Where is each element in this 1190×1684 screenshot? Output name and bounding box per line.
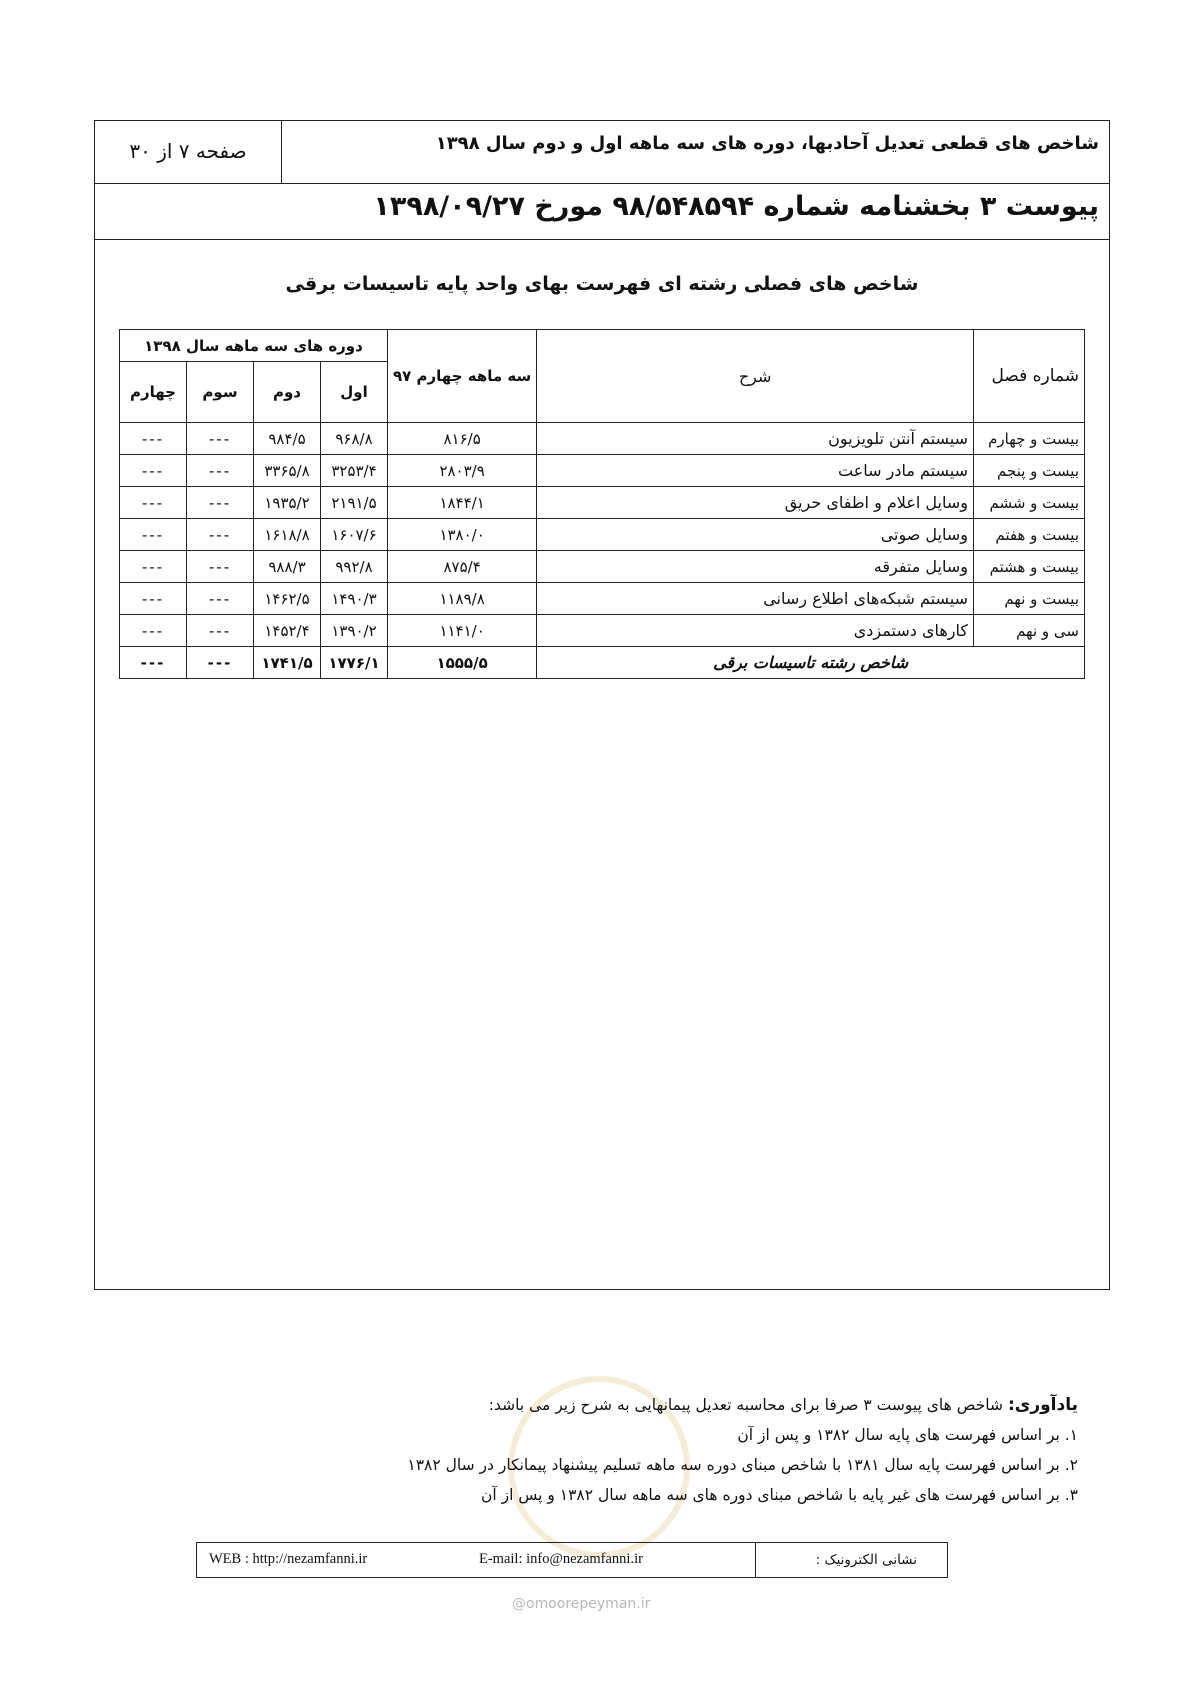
total-description: شاخص رشته تاسیسات برقی [537,647,1085,679]
cell-q4: --- [120,551,187,583]
cell-q2: ۱۶۱۸/۸ [254,519,321,551]
header-q4: چهارم [120,362,187,423]
cell-q3: --- [187,519,254,551]
total-q2: ۱۷۴۱/۵ [254,647,321,679]
cell-q2: ۹۸۸/۳ [254,551,321,583]
at-icon: @ [512,1596,526,1612]
cell-q4-97: ۱۱۸۹/۸ [388,583,537,615]
contact-label: نشانی الکترونیک : [755,1543,947,1577]
cell-chapter: بیست و هشتم [974,551,1085,583]
cell-q1: ۲۱۹۱/۵ [321,487,388,519]
cell-description: وسایل صوتی [537,519,974,551]
cell-q4-97: ۲۸۰۳/۹ [388,455,537,487]
notes-intro: شاخص های پیوست ۳ صرفا برای محاسبه تعدیل پیمانهایی به شرح زیر می باشد: [488,1396,1003,1414]
cell-q3: --- [187,423,254,455]
header-q3: سوم [187,362,254,423]
cell-q4: --- [120,615,187,647]
notes-item: ۳. بر اساس فهرست های غیر پایه با شاخص مبنای دوره های سه ماهه سال ۱۳۸۲ و پس از آن [481,1486,1078,1504]
cell-q4-97: ۱۳۸۰/۰ [388,519,537,551]
cell-q1: ۹۹۲/۸ [321,551,388,583]
table-row [120,487,1085,519]
attachment-row [95,183,1109,240]
header-q2: دوم [254,362,321,423]
header-row [95,121,1109,184]
index-table [119,329,1085,679]
table-row [120,423,1085,455]
header-chapter: شماره فصل [974,330,1085,423]
cell-q4-97: ۱۸۴۴/۱ [388,487,537,519]
total-q3: --- [187,647,254,679]
cell-description: کارهای دستمزدی [537,615,974,647]
notes-item: ۱. بر اساس فهرست های پایه سال ۱۳۸۲ و پس از آن [737,1426,1078,1444]
notes-item: ۲. بر اساس فهرست پایه سال ۱۳۸۱ با شاخص مبنای دوره سه ماهه تسلیم پیشنهاد پیمانکار در سال ۱۳۸۲ [407,1456,1078,1474]
cell-description: وسایل متفرقه [537,551,974,583]
cell-description: وسایل اعلام و اطفای حریق [537,487,974,519]
cell-q1: ۱۶۰۷/۶ [321,519,388,551]
contact-email[interactable]: E-mail: info@nezamfanni.ir [479,1551,643,1567]
notes-intro-line [98,1390,1078,1420]
cell-q4: --- [120,519,187,551]
cell-q3: --- [187,455,254,487]
header-q1: اول [321,362,388,423]
cell-q1: ۱۳۹۰/۲ [321,615,388,647]
cell-q4: --- [120,583,187,615]
cell-description: سیستم شبکه‌های اطلاع رسانی [537,583,974,615]
cell-q3: --- [187,551,254,583]
cell-q4-97: ۱۱۴۱/۰ [388,615,537,647]
cell-description: سیستم مادر ساعت [537,455,974,487]
cell-q1: ۱۴۹۰/۳ [321,583,388,615]
cell-q2: ۱۹۳۵/۲ [254,487,321,519]
cell-q3: --- [187,615,254,647]
cell-q4: --- [120,487,187,519]
header-q4-97: سه ماهه چهارم ۹۷ [388,330,537,423]
attachment-heading: پیوست ۳ بخشنامه شماره ۹۸/۵۴۸۵۹۴ مورخ ۱۳۹۸/۰۹/۲۷ [373,191,1099,222]
contact-web[interactable]: WEB : http://nezamfanni.ir [209,1551,368,1567]
header-description: شرح [537,330,974,423]
cell-chapter: بیست و نهم [974,583,1085,615]
cell-chapter: بیست و هفتم [974,519,1085,551]
cell-chapter: سی و نهم [974,615,1085,647]
cell-q4: --- [120,455,187,487]
cell-chapter: بیست و ششم [974,487,1085,519]
table-row [120,583,1085,615]
document-title: شاخص های قطعی تعدیل آحادبها، دوره های سه ماهه اول و دوم سال ۱۳۹۸ [435,133,1099,154]
table-total-row [120,647,1085,679]
total-q4: --- [120,647,187,679]
contact-box [196,1542,948,1578]
total-q4-97: ۱۵۵۵/۵ [388,647,537,679]
cell-q2: ۳۳۶۵/۸ [254,455,321,487]
cell-chapter: بیست و پنجم [974,455,1085,487]
cell-chapter: بیست و چهارم [974,423,1085,455]
cell-q1: ۹۶۸/۸ [321,423,388,455]
cell-q3: --- [187,487,254,519]
document-frame [94,120,1110,1290]
cell-q2: ۱۴۵۲/۴ [254,615,321,647]
cell-q3: --- [187,583,254,615]
table-row [120,615,1085,647]
cell-q2: ۱۴۶۲/۵ [254,583,321,615]
table-row [120,455,1085,487]
watermark-text: omoorepeyman.ir [526,1596,651,1612]
table-row [120,519,1085,551]
cell-q1: ۳۲۵۳/۴ [321,455,388,487]
page-number: صفحه ۷ از ۳۰ [95,121,282,183]
header-periods-1398: دوره های سه ماهه سال ۱۳۹۸ [120,330,388,362]
site-watermark [512,1596,650,1612]
cell-description: سیستم آنتن تلویزیون [537,423,974,455]
table-row [120,551,1085,583]
table-caption: شاخص های فصلی رشته ای فهرست بهای واحد پایه تاسیسات برقی [285,273,919,295]
notes-lead: یادآوری: [1007,1395,1078,1415]
cell-q4: --- [120,423,187,455]
cell-q4-97: ۸۱۶/۵ [388,423,537,455]
notes-section [98,1390,1078,1510]
cell-q2: ۹۸۴/۵ [254,423,321,455]
total-q1: ۱۷۷۶/۱ [321,647,388,679]
cell-q4-97: ۸۷۵/۴ [388,551,537,583]
